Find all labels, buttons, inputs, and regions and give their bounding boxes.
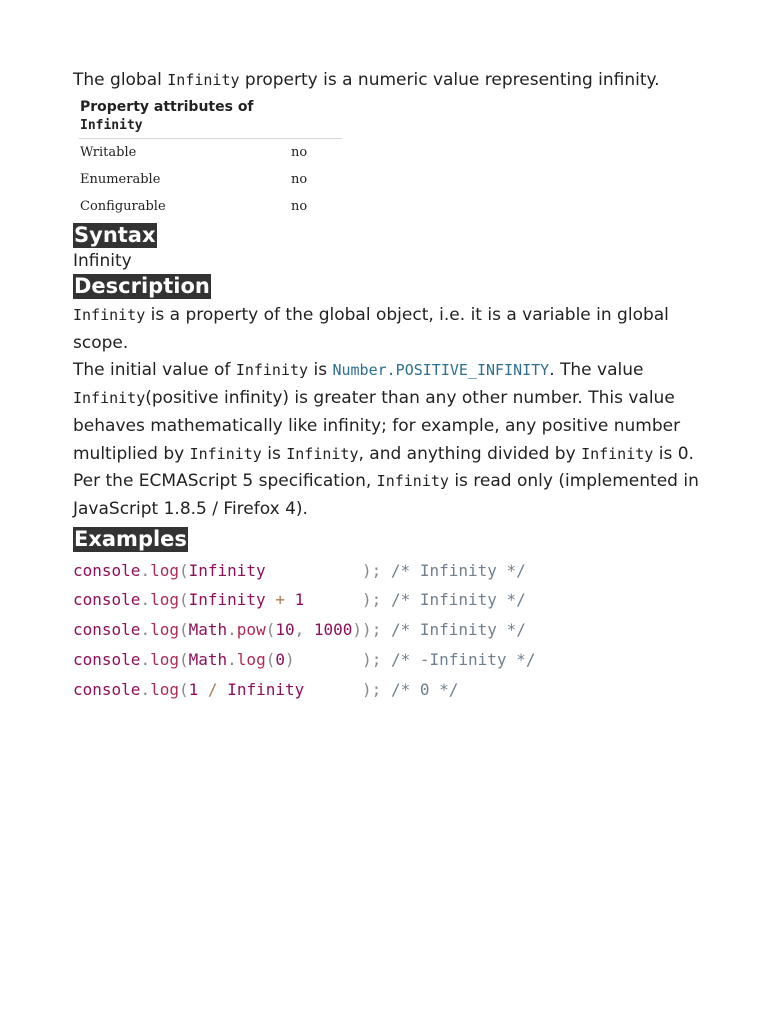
caption-text: Property attributes of: [80, 99, 254, 115]
code-token: 1: [294, 590, 305, 610]
attribute-name: Enumerable: [80, 172, 161, 187]
attribute-value: no: [291, 199, 308, 214]
code-line: [73, 585, 703, 615]
code-token: .: [140, 590, 151, 610]
code-token: Math: [188, 650, 228, 670]
code-token: [266, 561, 362, 580]
code-token: /* Infinity */: [390, 560, 526, 580]
code-token: ,: [294, 620, 305, 640]
code-token: [266, 590, 276, 609]
attribute-name: Configurable: [80, 199, 166, 214]
code-token: .: [140, 620, 151, 640]
intro-text-after: property is a numeric value representing infinity.: [239, 70, 660, 90]
code-token: [381, 561, 391, 580]
intro-text-before: The global: [73, 70, 168, 90]
article: [73, 66, 703, 705]
code-token: );: [362, 679, 382, 699]
code-token: [295, 650, 362, 669]
code-token: [381, 590, 391, 609]
syntax-heading: Syntax: [74, 223, 156, 247]
code-token: .: [227, 620, 237, 640]
code-token: (: [178, 620, 189, 640]
code-token: .: [140, 650, 151, 670]
code-token: log: [150, 590, 179, 610]
code-infinity: Infinity: [235, 361, 309, 380]
caption-code: Infinity: [80, 118, 143, 133]
attribute-row: [79, 193, 343, 220]
syntax-text: Infinity: [73, 251, 132, 271]
code-token: console: [73, 560, 141, 580]
code-token: ));: [352, 620, 382, 640]
examples-heading: Examples: [74, 526, 187, 551]
code-token: console: [73, 590, 141, 610]
code-token: log: [150, 679, 179, 699]
code-line: [73, 556, 703, 586]
code-token: [304, 590, 362, 609]
code-token: .: [140, 679, 151, 699]
code-token: );: [362, 590, 382, 610]
code-token: log: [150, 650, 179, 670]
table-caption: [79, 98, 342, 139]
code-token: [304, 680, 362, 699]
code-token: (: [265, 620, 276, 640]
code-token: Infinity: [227, 679, 305, 699]
code-infinity: Infinity: [73, 389, 146, 408]
code-infinity: Infinity: [73, 306, 146, 324]
code-token: 0: [275, 650, 285, 670]
code-token: .: [227, 650, 237, 670]
code-token: [381, 620, 391, 639]
number-positive-infinity-link[interactable]: Number.POSITIVE_INFINITY: [332, 361, 550, 380]
code-token: (: [178, 560, 189, 580]
code-token: [198, 680, 208, 699]
code-token: ): [284, 650, 295, 670]
code-token: .: [140, 560, 151, 580]
code-line: [73, 615, 703, 645]
code-token: +: [275, 590, 285, 610]
code-infinity: Infinity: [189, 444, 262, 463]
code-token: log: [150, 560, 179, 580]
attribute-row: [79, 166, 343, 193]
intro-paragraph: [73, 66, 703, 94]
code-token: (: [178, 650, 189, 670]
code-token: /* Infinity */: [390, 590, 526, 610]
code-token: [218, 680, 228, 699]
attribute-name: Writable: [80, 145, 137, 160]
code-token: /* Infinity */: [390, 620, 526, 640]
description-paragraph-1: Infinity is a property of the global object, i.e. it is a variable in global scope.: [73, 305, 669, 353]
code-line: [73, 645, 703, 675]
code-infinity: Infinity: [581, 444, 654, 463]
code-token: [381, 680, 391, 699]
code-token: );: [362, 650, 382, 670]
code-infinity: Infinity: [286, 444, 359, 463]
code-token: console: [73, 679, 141, 699]
code-token: log: [236, 650, 266, 670]
code-token: 1000: [313, 620, 353, 640]
description-paragraph-2: The initial value of Infinity is Number.POSITIVE_INFINITY. The value Infinity(positive infinity) is greater than any other number. This value behaves mathematically like infinity; for example, any positive number multiplied by Infinity is Infinity, and anything divided by Infinity is 0.: [73, 360, 694, 464]
attribute-row: [79, 139, 343, 166]
attribute-value: no: [291, 172, 308, 187]
code-token: [285, 590, 295, 609]
code-token: pow: [236, 620, 266, 640]
code-token: (: [178, 590, 189, 610]
code-token: /: [207, 679, 218, 699]
intro-code: Infinity: [167, 71, 240, 89]
code-token: (: [178, 679, 189, 699]
code-token: [381, 650, 391, 669]
code-token: log: [150, 620, 179, 640]
description-paragraph-3: Per the ECMAScript 5 specification, Infinity is read only (implemented in JavaScript 1.8.5 / Firefox 4).: [73, 471, 699, 519]
code-token: /* 0 */: [390, 679, 459, 699]
code-token: Infinity: [188, 590, 266, 610]
attribute-value: no: [291, 145, 308, 160]
code-example: [73, 556, 703, 705]
code-token: console: [73, 650, 141, 670]
code-token: Math: [188, 620, 228, 640]
code-token: );: [362, 560, 382, 580]
code-token: 10: [275, 620, 295, 640]
code-token: 1: [188, 679, 199, 699]
property-attributes-table: [79, 98, 343, 220]
code-token: [304, 620, 314, 639]
code-token: (: [265, 650, 276, 670]
code-line: [73, 675, 703, 705]
code-token: Infinity: [188, 560, 266, 580]
description-heading: Description: [74, 274, 210, 298]
code-infinity: Infinity: [376, 472, 449, 491]
code-token: console: [73, 620, 141, 640]
code-token: /* -Infinity */: [390, 650, 536, 670]
